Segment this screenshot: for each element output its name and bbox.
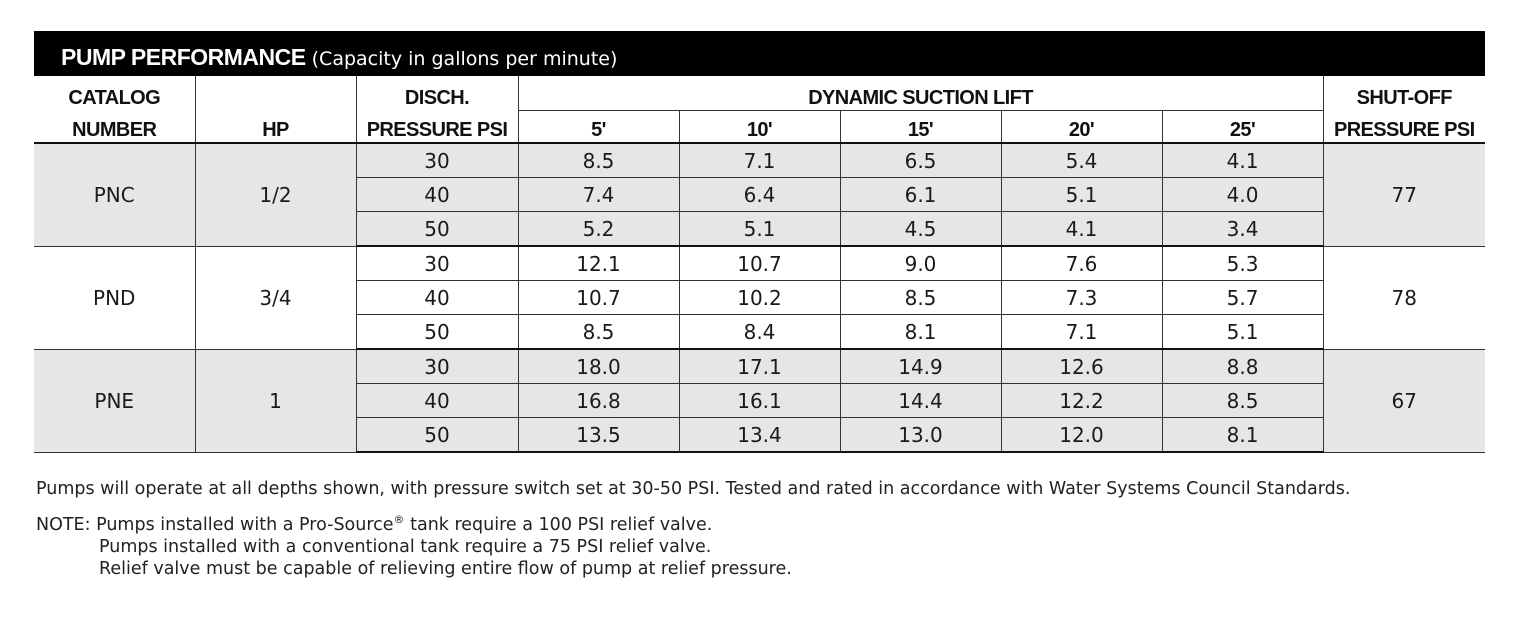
discharge-psi-cell: 30 xyxy=(356,349,518,384)
dynamic-suction-lift-header: DYNAMIC SUCTION LIFT xyxy=(518,76,1323,110)
capacity-cell: 4.0 xyxy=(1162,178,1323,212)
capacity-cell: 8.1 xyxy=(840,315,1001,350)
lift-20-header: 20' xyxy=(1001,110,1162,143)
table-title-bar xyxy=(34,31,1485,76)
table-body xyxy=(34,143,1485,452)
table-row xyxy=(34,349,1485,384)
capacity-cell: 18.0 xyxy=(518,349,679,384)
table-title xyxy=(61,44,617,71)
capacity-cell: 13.0 xyxy=(840,418,1001,453)
registered-mark: ® xyxy=(393,513,405,526)
capacity-cell: 14.4 xyxy=(840,384,1001,418)
capacity-cell: 5.1 xyxy=(1162,315,1323,350)
capacity-cell: 8.1 xyxy=(1162,418,1323,453)
capacity-cell: 10.2 xyxy=(679,281,840,315)
capacity-cell: 6.5 xyxy=(840,143,1001,178)
capacity-cell: 8.5 xyxy=(1162,384,1323,418)
capacity-cell: 13.5 xyxy=(518,418,679,453)
notes xyxy=(36,478,1350,580)
discharge-psi-cell: 30 xyxy=(356,143,518,178)
capacity-cell: 8.4 xyxy=(679,315,840,350)
capacity-cell: 17.1 xyxy=(679,349,840,384)
shutoff-pressure-cell: 67 xyxy=(1323,349,1485,452)
title-main: PUMP PERFORMANCE xyxy=(61,44,306,70)
capacity-cell: 9.0 xyxy=(840,246,1001,281)
capacity-cell: 5.1 xyxy=(1001,178,1162,212)
discharge-psi-cell: 40 xyxy=(356,281,518,315)
hp-cell: 3/4 xyxy=(195,246,356,349)
capacity-cell: 5.1 xyxy=(679,212,840,247)
capacity-cell: 3.4 xyxy=(1162,212,1323,247)
shutoff-pressure-cell: 78 xyxy=(1323,246,1485,349)
operation-note: Pumps will operate at all depths shown, with pressure switch set at 30-50 PSI. Tested and rated in accordance with Water Systems Council Standards. xyxy=(36,479,1351,499)
capacity-cell: 7.1 xyxy=(1001,315,1162,350)
capacity-cell: 13.4 xyxy=(679,418,840,453)
capacity-cell: 7.6 xyxy=(1001,246,1162,281)
shutoff-header-top: SHUT-OFF xyxy=(1323,76,1485,110)
table-row xyxy=(34,143,1485,178)
capacity-cell: 14.9 xyxy=(840,349,1001,384)
catalog-header-top: CATALOG xyxy=(68,87,161,109)
relief-note-c: Relief valve must be capable of relieving entire flow of pump at relief pressure. xyxy=(99,558,792,579)
capacity-cell: 8.5 xyxy=(518,143,679,178)
hp-header: HP xyxy=(195,110,356,143)
relief-note-a-text: NOTE: Pumps installed with a Pro-Source xyxy=(36,514,394,535)
lift-5-header: 5' xyxy=(518,110,679,143)
discharge-psi-cell: 50 xyxy=(356,212,518,247)
capacity-cell: 8.5 xyxy=(840,281,1001,315)
capacity-cell: 8.8 xyxy=(1162,349,1323,384)
catalog-number-cell: PNC xyxy=(34,143,195,246)
discharge-psi-cell: 30 xyxy=(356,246,518,281)
table-row xyxy=(34,246,1485,281)
lift-25-header: 25' xyxy=(1162,110,1323,143)
lift-15-header: 15' xyxy=(840,110,1001,143)
relief-note-b: Pumps installed with a conventional tank require a 75 PSI relief valve. xyxy=(99,536,712,557)
relief-note-a xyxy=(36,509,1350,536)
relief-note-a-text-end: tank require a 100 PSI relief valve. xyxy=(404,514,713,535)
hp-header-spacer xyxy=(195,76,356,110)
discharge-psi-cell: 50 xyxy=(356,315,518,350)
hp-cell: 1 xyxy=(195,349,356,452)
capacity-cell: 12.2 xyxy=(1001,384,1162,418)
capacity-cell: 7.1 xyxy=(679,143,840,178)
capacity-cell: 12.0 xyxy=(1001,418,1162,453)
capacity-cell: 16.8 xyxy=(518,384,679,418)
capacity-cell: 5.4 xyxy=(1001,143,1162,178)
catalog-number-cell: PND xyxy=(34,246,195,349)
discharge-psi-cell: 40 xyxy=(356,178,518,212)
pump-performance-table xyxy=(34,76,1485,453)
shutoff-pressure-cell: 77 xyxy=(1323,143,1485,246)
lift-10-header: 10' xyxy=(679,110,840,143)
capacity-cell: 5.2 xyxy=(518,212,679,247)
capacity-cell: 5.7 xyxy=(1162,281,1323,315)
capacity-cell: 4.1 xyxy=(1001,212,1162,247)
capacity-cell: 6.1 xyxy=(840,178,1001,212)
capacity-cell: 12.1 xyxy=(518,246,679,281)
catalog-number-cell: PNE xyxy=(34,349,195,452)
discharge-psi-cell: 50 xyxy=(356,418,518,453)
shutoff-header-bottom: PRESSURE PSI xyxy=(1323,110,1485,143)
capacity-cell: 7.4 xyxy=(518,178,679,212)
capacity-cell: 4.5 xyxy=(840,212,1001,247)
capacity-cell: 5.3 xyxy=(1162,246,1323,281)
capacity-cell: 16.1 xyxy=(679,384,840,418)
capacity-cell: 4.1 xyxy=(1162,143,1323,178)
capacity-cell: 6.4 xyxy=(679,178,840,212)
disch-header-top: DISCH. xyxy=(356,76,518,110)
hp-cell: 1/2 xyxy=(195,143,356,246)
catalog-header-bottom: NUMBER xyxy=(34,110,195,143)
capacity-cell: 7.3 xyxy=(1001,281,1162,315)
capacity-cell: 12.6 xyxy=(1001,349,1162,384)
title-subtitle: (Capacity in gallons per minute) xyxy=(305,48,618,70)
capacity-cell: 8.5 xyxy=(518,315,679,350)
disch-header-bottom: PRESSURE PSI xyxy=(356,110,518,143)
discharge-psi-cell: 40 xyxy=(356,384,518,418)
capacity-cell: 10.7 xyxy=(518,281,679,315)
capacity-cell: 10.7 xyxy=(679,246,840,281)
